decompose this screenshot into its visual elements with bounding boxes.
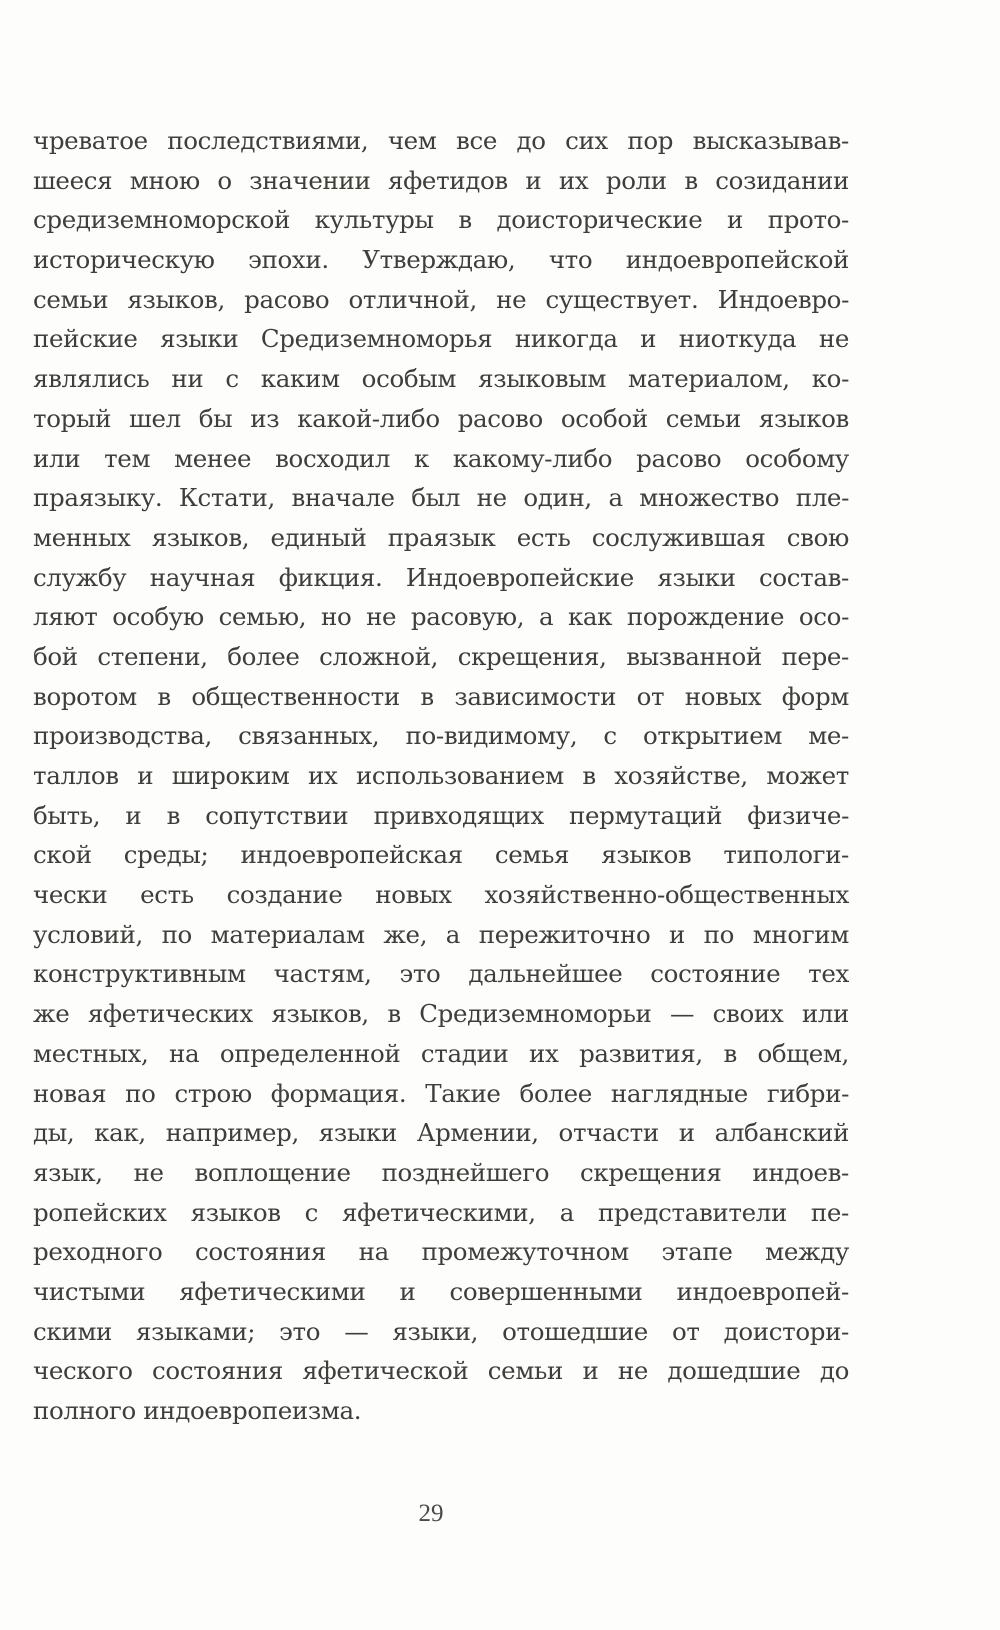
text-line: шееся мною о значении яфетидов и их роли в созидании (33, 165, 849, 195)
text-line: чреватое последствиями, чем все до сих пор высказывав- (33, 126, 849, 155)
text-line: службу научная фикция. Индоевропейские языки состав- (33, 562, 849, 592)
text-line: реходного состояния на промежуточном этапе между (33, 1237, 849, 1267)
text-line: историческую эпохи. Утверждаю, что индоевропейской (33, 245, 849, 275)
text-line: средиземноморской культуры в доисторические и прото- (33, 205, 849, 235)
text-line-last: полного индоевропеизма. (33, 1396, 362, 1425)
text-line: конструктивным частям, это дальнейшее состояние тех (33, 959, 849, 989)
text-line: новая по строю формация. Такие более наглядные гибри- (33, 1078, 849, 1108)
text-line: чески есть создание новых хозяйственно-общественных (33, 880, 849, 910)
text-line: ды, как, например, языки Армении, отчасти и албанский (33, 1118, 849, 1148)
text-line: менных языков, единый праязык есть сослужившая свою (33, 522, 849, 552)
text-line: местных, на определенной стадии их развития, в общем, (33, 1038, 849, 1068)
text-line: таллов и широким их использованием в хозяйстве, может (33, 761, 849, 790)
text-line: производства, связанных, по-видимому, с открытием ме- (33, 721, 849, 751)
body-paragraph (33, 121, 849, 1431)
text-line: воротом в общественности в зависимости от новых форм (33, 681, 849, 711)
text-line: условий, по материалам же, а пережиточно и по многим (33, 919, 849, 949)
text-line: являлись ни с каким особым языковым материалом, ко- (33, 364, 849, 394)
text-line: язык, не воплощение позднейшего скрещения индоев- (33, 1157, 849, 1187)
text-line: ропейских языков с яфетическими, а представители пе- (33, 1197, 849, 1227)
text-line: торый шел бы из какой-либо расово особой семьи языков (33, 403, 849, 433)
page-number: 29 (418, 1500, 444, 1527)
text-line: ческого состояния яфетической семьи и не дошедшие до (33, 1356, 849, 1386)
text-line: или тем менее восходил к какому-либо расово особому (33, 443, 849, 473)
text-line: скими языками; это — языки, отошедшие от доистори- (33, 1316, 849, 1346)
text-line: пейские языки Средиземноморья никогда и ниоткуда не (33, 324, 849, 354)
text-line: семьи языков, расово отличной, не существует. Индоевро- (33, 284, 849, 314)
text-line: праязыку. Кстати, вначале был не один, а множество пле- (33, 483, 849, 513)
text-line: же яфетических языков, в Средиземноморьи — своих или (33, 999, 849, 1029)
text-line: ляют особую семью, но не расовую, а как порождение осо- (33, 602, 849, 632)
text-line: ской среды; индоевропейская семья языков типологи- (33, 840, 849, 870)
text-line: быть, и в сопутствии привходящих пермутаций физиче- (33, 800, 849, 830)
text-line: бой степени, более сложной, скрещения, вызванной пере- (33, 641, 849, 671)
text-line: чистыми яфетическими и совершенными индоевропей- (33, 1276, 849, 1306)
